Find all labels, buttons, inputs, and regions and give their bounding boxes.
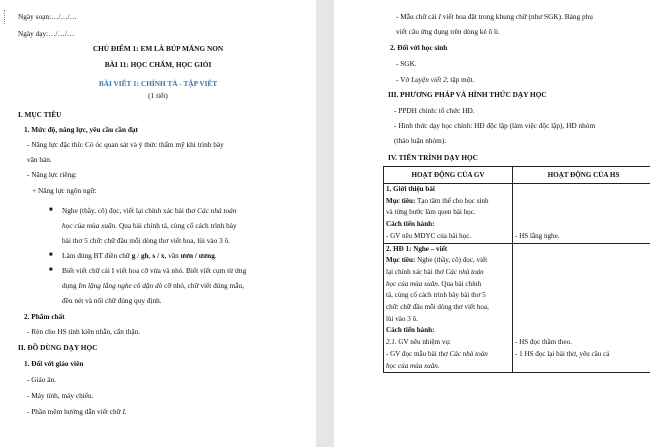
paragraph-format-cont: (thảo luận nhóm). — [394, 136, 447, 145]
teacher-step: - GV đọc mẫu bài thơ Các nhà toán — [386, 349, 488, 358]
lesson-duration: (1 tiết) — [148, 91, 168, 100]
section-methods: III. PHƯƠNG PHÁP VÀ HÌNH THỨC DẠY HỌC — [388, 90, 547, 99]
paragraph-language-competency: + Năng lực ngôn ngữ: — [32, 186, 97, 195]
teacher-step: 2.1. GV nêu nhiệm vụ: — [386, 338, 451, 347]
margin-marker — [4, 10, 6, 24]
section-procedure: IV. TIẾN TRÌNH DẠY HỌC — [388, 153, 478, 162]
objective-dictation-line: chữ: chữ đầu mỗi dòng thơ viết hoa, — [386, 303, 489, 312]
teacher-activity-cell — [384, 184, 513, 244]
teacher-activity-cell — [384, 243, 513, 373]
procedure-heading: Cách tiến hành: — [386, 326, 435, 335]
bullet-exercise: Làm đúng BT điền chữ g / gh, s / x, vần ươn / ương. — [62, 251, 217, 260]
subsection-qualities: 2. Phẩm chất — [24, 312, 65, 321]
student-step: - HS đọc thầm theo. — [515, 338, 572, 347]
lesson-subtitle: BÀI VIẾT 1: CHÍNH TẢ - TẬP VIẾT — [98, 79, 218, 88]
subsection-student: 2. Đối với học sinh — [390, 43, 448, 52]
column-header-student: HOẠT ĐỘNG CỦA HS — [513, 167, 650, 184]
student-activity-cell — [513, 243, 650, 373]
table-row — [384, 184, 650, 244]
bullet-icon: ■ — [49, 252, 53, 258]
student-step: - 1 HS đọc lại bài thơ, yêu cầu cả — [515, 349, 610, 358]
paragraph-qualities: - Rèn cho HS tính kiên nhẫn, cẩn thận. — [27, 327, 141, 336]
objective-intro: Mục tiêu: Tạo tâm thế cho học sinh — [386, 196, 489, 205]
section-materials: II. ĐỒ DÙNG DẠY HỌC — [18, 343, 98, 352]
paragraph-own-competency: - Năng lực riêng: — [27, 170, 77, 179]
document-page-left — [0, 0, 316, 447]
item-notebook: - Vở Luyện viết 2, tập một. — [396, 75, 475, 84]
bullet-handwriting-cont: dụng Im lặng lắng nghe cô dặn dò cỡ nhỏ, chữ viết đúng mẫu, — [62, 281, 244, 290]
paragraph-specific-competency: - Năng lực đặc thù: Có óc quan sát và ý thức thẩm mỹ khi trình bày — [27, 140, 224, 149]
item-letter-sample: - Mẫu chữ cái I viết hoa đặt trong khung chữ (như SGK). Bảng phụ — [396, 12, 593, 21]
procedure-heading: Cách tiến hành: — [386, 220, 435, 229]
item-textbook: - SGK. — [396, 59, 417, 68]
lesson-heading: BÀI 11: HỌC CHĂM, HỌC GIỎI — [104, 60, 212, 69]
bullet-handwriting: Biết viết chữ cái I viết hoa cỡ vừa và nhỏ. Biết viết cụm từ ứng — [62, 266, 247, 275]
bullet-icon: ■ — [49, 267, 53, 273]
column-header-teacher: HOẠT ĐỘNG CỦA GV — [384, 167, 513, 184]
objective-dictation-line: lại chính xác bài thơ Các nhà toán — [386, 267, 484, 276]
bullet-icon: ■ — [49, 207, 53, 213]
item-letter-sample-cont: viết câu ứng dụng trên dòng kẻ ô li. — [396, 27, 500, 36]
activity-intro-heading: 1. Giới thiệu bài — [386, 185, 435, 193]
student-step: - HS lắng nghe. — [515, 231, 560, 240]
bullet-listen-write-cont: học của mùa xuân. Qua bài chính tả, củng cố cách trình bày — [62, 221, 237, 230]
date-taught: Ngày dạy:…/…/… — [18, 29, 75, 38]
activity-dictation-heading: 2. HĐ 1: Nghe – viết — [386, 244, 448, 253]
objective-dictation-line: học của mùa xuân. Qua bài chính — [386, 279, 482, 288]
teacher-step: - GV nêu MĐYC của bài học. — [386, 231, 472, 240]
theme-heading: CHỦ ĐIỂM 1: EM LÀ BÚP MĂNG NON — [92, 44, 224, 53]
activity-table — [383, 166, 650, 373]
objective-dictation-line: lùi vào 3 ô. — [386, 314, 418, 323]
bullet-listen-write-end: bài thơ 5 chữ: chữ đầu mỗi dòng thơ viết hoa, lùi vào 3 ô. — [62, 236, 231, 245]
student-activity-cell — [513, 184, 650, 244]
date-prepared: Ngày soạn:…/…/… — [18, 12, 77, 21]
paragraph-method: - PPDH chính: tổ chức HĐ. — [394, 106, 475, 115]
table-header-row — [384, 167, 650, 184]
section-objectives: I. MỤC TIÊU — [18, 110, 62, 119]
teacher-step-cont: học của mùa xuân. — [386, 361, 440, 370]
objective-dictation: Mục tiêu: Nghe (thầy, cô) đọc, viết — [386, 256, 488, 265]
bullet-handwriting-end: đều nét và nối chữ đúng quy định. — [62, 296, 162, 305]
document-page-right — [334, 0, 650, 447]
paragraph-format: - Hình thức dạy học chính: HĐ độc lập (làm việc độc lập), HĐ nhóm — [394, 121, 596, 130]
subsection-competencies: 1. Mức độ, năng lực, yêu cầu cần đạt — [24, 125, 138, 134]
item-lesson-plan: - Giáo án. — [27, 375, 56, 384]
objective-intro-cont: và từng bước làm quen bài học. — [386, 208, 476, 217]
subsection-teacher: 1. Đối với giáo viên — [24, 359, 84, 368]
paragraph-specific-competency-cont: văn bản. — [27, 155, 52, 164]
objective-dictation-line: tả, củng cố cách trình bày bài thơ 5 — [386, 291, 486, 300]
item-computer: - Máy tính, máy chiếu. — [27, 391, 94, 400]
item-software: - Phần mềm hướng dẫn viết chữ I. — [27, 407, 127, 416]
table-row — [384, 243, 650, 373]
bullet-listen-write: Nghe (thầy, cô) đọc, viết lại chính xác bài thơ Các nhà toán — [62, 206, 237, 215]
